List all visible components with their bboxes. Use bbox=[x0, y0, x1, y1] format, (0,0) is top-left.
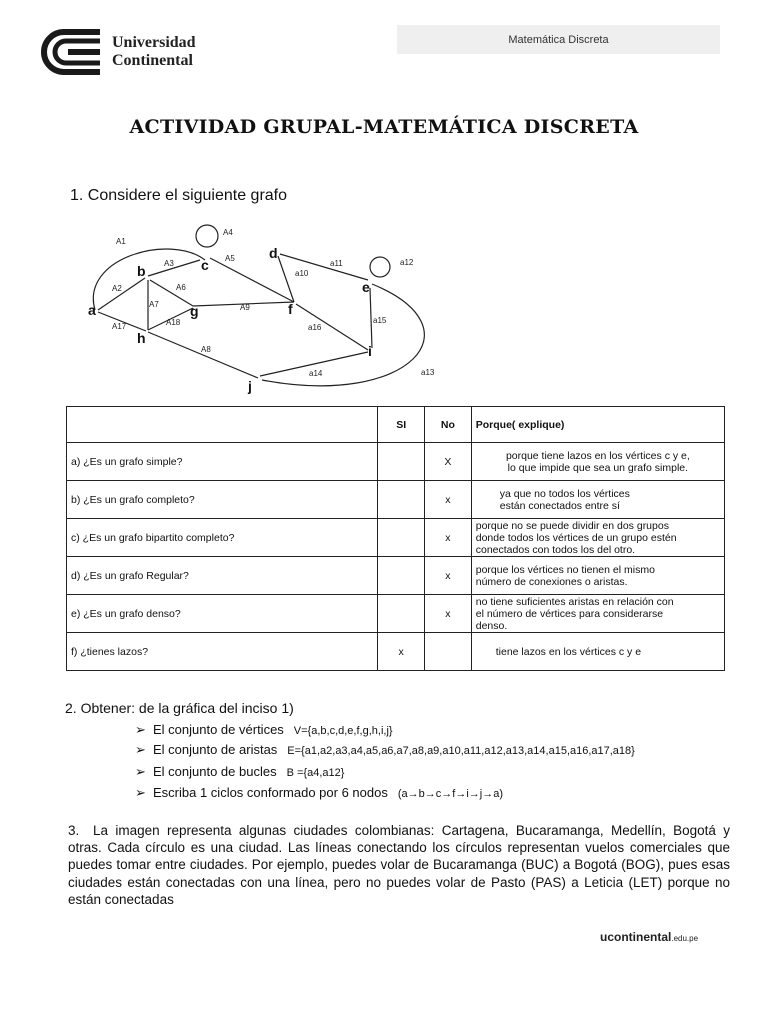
svg-text:A7: A7 bbox=[149, 300, 159, 309]
why-cell: tiene lazos en los vértices c y e bbox=[471, 633, 724, 671]
why-cell: ya que no todos los vértices están conectados entre sí bbox=[471, 481, 724, 519]
why-cell: porque no se puede dividir en dos grupos donde todos los vértices de un grupo estén conectados con todos los del otro. bbox=[471, 519, 724, 557]
svg-text:e: e bbox=[362, 279, 370, 295]
svg-text:a16: a16 bbox=[308, 323, 322, 332]
why-cell: porque tiene lazos en los vértices c y e, lo que impide que sea un grafo simple. bbox=[471, 443, 724, 481]
university-name: Universidad Continental bbox=[112, 34, 196, 69]
svg-text:A17: A17 bbox=[112, 322, 127, 331]
svg-text:A2: A2 bbox=[112, 284, 122, 293]
svg-text:A4: A4 bbox=[223, 228, 233, 237]
svg-text:a: a bbox=[88, 302, 96, 318]
table-header-cell bbox=[67, 407, 378, 443]
svg-text:b: b bbox=[137, 263, 146, 279]
arrow-bullet-icon: ➢ bbox=[135, 722, 146, 737]
question-cell: d) ¿Es un grafo Regular? bbox=[67, 557, 378, 595]
svg-text:i: i bbox=[368, 343, 372, 359]
svg-text:A8: A8 bbox=[201, 345, 211, 354]
why-cell: porque los vértices no tienen el mismo número de conexiones o aristas. bbox=[471, 557, 724, 595]
no-cell: X bbox=[425, 443, 472, 481]
table-header-why: Porque( explique) bbox=[471, 407, 724, 443]
question-cell: f) ¿tienes lazos? bbox=[67, 633, 378, 671]
svg-text:a13: a13 bbox=[421, 368, 435, 377]
si-cell bbox=[378, 595, 425, 633]
svg-text:j: j bbox=[248, 378, 252, 394]
table-row bbox=[67, 481, 725, 519]
si-cell bbox=[378, 519, 425, 557]
svg-text:A3: A3 bbox=[164, 259, 174, 268]
si-cell: x bbox=[378, 633, 425, 671]
no-cell: x bbox=[425, 595, 472, 633]
si-cell bbox=[378, 481, 425, 519]
arrow-bullet-icon: ➢ bbox=[135, 785, 146, 800]
svg-text:a11: a11 bbox=[330, 259, 343, 268]
table-row bbox=[67, 519, 725, 557]
svg-text:a12: a12 bbox=[400, 258, 414, 267]
svg-text:a15: a15 bbox=[373, 316, 387, 325]
table-row bbox=[67, 633, 725, 671]
no-cell: x bbox=[425, 481, 472, 519]
table-row bbox=[67, 595, 725, 633]
footer-url: ucontinental.edu.pe bbox=[600, 930, 699, 944]
no-cell: x bbox=[425, 519, 472, 557]
si-cell bbox=[378, 443, 425, 481]
arrow-bullet-icon: ➢ bbox=[135, 742, 146, 757]
svg-text:A9: A9 bbox=[240, 303, 250, 312]
question-cell: a) ¿Es un grafo simple? bbox=[67, 443, 378, 481]
question-cell: e) ¿Es un grafo denso? bbox=[67, 595, 378, 633]
question-2-heading: 2. Obtener: de la gráfica del inciso 1) bbox=[65, 700, 294, 716]
question-cell: b) ¿Es un grafo completo? bbox=[67, 481, 378, 519]
list-item: ➢ El conjunto de aristas E={a1,a2,a3,a4,a5,a6,a7,a8,a9,a10,a11,a12,a13,a14,a15,a16,a17,a18} bbox=[135, 742, 635, 757]
si-cell bbox=[378, 557, 425, 595]
question-3: 3. La imagen representa algunas ciudades colombianas: Cartagena, Bucaramanga, Medellín, Bogotá y otras. Cada círculo es una ciudad. Las líneas conectando los círculos representan vuelos comerciales que puedes tomar entre ciudades. Por ejemplo, puedes volar de Bucaramanga (BUC) a Bogotá (BOG), pues esas ciudades están conectadas con una línea, pero no puedes volar de Pasto (PAS) a Leticia (LET) porque no están conectadas bbox=[68, 823, 730, 907]
question-1: 1. Considere el siguiente grafo bbox=[70, 187, 288, 204]
arrow-bullet-icon: ➢ bbox=[135, 764, 146, 779]
course-header: Matemática Discreta bbox=[397, 25, 720, 54]
svg-text:d: d bbox=[269, 245, 278, 261]
svg-text:c: c bbox=[201, 257, 209, 273]
svg-text:A5: A5 bbox=[225, 254, 235, 263]
svg-text:g: g bbox=[190, 303, 199, 319]
table-header-no: No bbox=[425, 407, 472, 443]
svg-text:f: f bbox=[288, 301, 293, 317]
page-title: ACTIVIDAD GRUPAL-MATEMÁTICA DISCRETA bbox=[129, 116, 639, 138]
svg-text:A18: A18 bbox=[166, 318, 181, 327]
svg-text:A1: A1 bbox=[116, 237, 126, 246]
svg-text:a10: a10 bbox=[295, 269, 309, 278]
question-cell: c) ¿Es un grafo bipartito completo? bbox=[67, 519, 378, 557]
svg-text:h: h bbox=[137, 330, 146, 346]
list-item: ➢ El conjunto de bucles B ={a4,a12} bbox=[135, 764, 345, 779]
questions-table bbox=[66, 406, 725, 671]
table-header-row bbox=[67, 407, 725, 443]
svg-text:A6: A6 bbox=[176, 283, 186, 292]
table-row bbox=[67, 443, 725, 481]
list-item: ➢ Escriba 1 ciclos conformado por 6 nodos (a→b→c→f→i→j→a) bbox=[135, 785, 503, 800]
list-item: ➢ El conjunto de vértices V={a,b,c,d,e,f,g,h,i,j} bbox=[135, 722, 393, 737]
why-cell: no tiene suficientes aristas en relación con el número de vértices para considerarse denso. bbox=[471, 595, 724, 633]
no-cell bbox=[425, 633, 472, 671]
table-row bbox=[67, 557, 725, 595]
svg-text:a14: a14 bbox=[309, 369, 323, 378]
no-cell: x bbox=[425, 557, 472, 595]
table-header-si: SI bbox=[378, 407, 425, 443]
graph-figure bbox=[80, 218, 450, 398]
